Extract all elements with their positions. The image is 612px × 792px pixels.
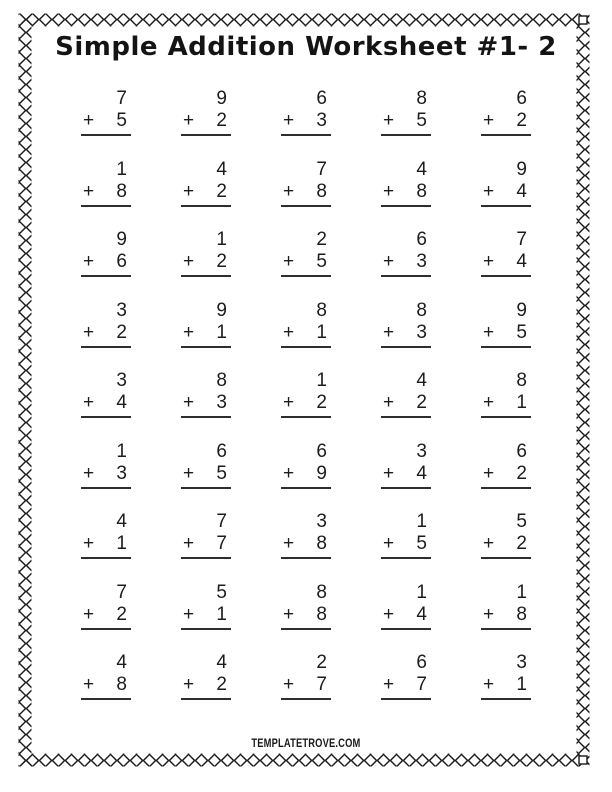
addition-problem bbox=[381, 88, 431, 159]
top-addend: 3 bbox=[116, 370, 127, 391]
plus-operator: + bbox=[383, 180, 395, 202]
bottom-addend: 2 bbox=[316, 392, 327, 413]
bottom-addend: 8 bbox=[116, 674, 127, 695]
problem-bottom-row bbox=[281, 392, 331, 418]
top-addend: 2 bbox=[316, 652, 327, 673]
plus-operator: + bbox=[283, 321, 295, 343]
bottom-addend: 4 bbox=[516, 251, 527, 272]
problem-bottom-row bbox=[381, 322, 431, 348]
top-addend: 8 bbox=[316, 581, 327, 603]
bottom-addend: 9 bbox=[316, 462, 327, 484]
addition-problem bbox=[381, 370, 431, 441]
top-addend: 1 bbox=[316, 370, 327, 391]
top-addend: 3 bbox=[416, 440, 427, 462]
addition-problem bbox=[381, 159, 431, 230]
bottom-addend: 4 bbox=[116, 392, 127, 413]
plus-operator: + bbox=[83, 180, 95, 202]
border-bottom-strip bbox=[19, 754, 589, 767]
top-addend: 9 bbox=[216, 299, 227, 321]
bottom-addend: 2 bbox=[516, 462, 527, 484]
border-corner-square-top-right bbox=[579, 16, 587, 24]
problem-bottom-row bbox=[81, 533, 131, 559]
addition-problem bbox=[481, 229, 531, 300]
plus-operator: + bbox=[483, 180, 495, 202]
problem-bottom-row bbox=[481, 251, 531, 277]
problem-bottom-row bbox=[81, 110, 131, 136]
problem-bottom-row bbox=[481, 392, 531, 418]
plus-operator: + bbox=[183, 462, 195, 484]
top-addend: 7 bbox=[316, 158, 327, 180]
plus-operator: + bbox=[483, 251, 495, 272]
plus-operator: + bbox=[483, 533, 495, 554]
bottom-addend: 1 bbox=[216, 603, 227, 625]
problem-bottom-row bbox=[481, 674, 531, 700]
addition-problem bbox=[281, 582, 331, 653]
bottom-addend: 2 bbox=[216, 251, 227, 272]
plus-operator: + bbox=[283, 392, 295, 413]
addition-problem bbox=[481, 582, 531, 653]
plus-operator: + bbox=[283, 251, 295, 272]
top-addend: 6 bbox=[316, 88, 327, 109]
page-title: Simple Addition Worksheet #1- 2 bbox=[55, 32, 557, 62]
bottom-addend: 5 bbox=[416, 533, 427, 554]
bottom-addend: 2 bbox=[416, 392, 427, 413]
addition-problem bbox=[81, 300, 131, 371]
problem-bottom-row bbox=[281, 251, 331, 277]
addition-problem bbox=[381, 652, 431, 723]
bottom-addend: 3 bbox=[316, 110, 327, 131]
bottom-addend: 7 bbox=[416, 674, 427, 695]
addition-problem bbox=[81, 652, 131, 723]
bottom-addend: 1 bbox=[516, 392, 527, 413]
plus-operator: + bbox=[83, 462, 95, 484]
plus-operator: + bbox=[283, 603, 295, 625]
bottom-addend: 2 bbox=[216, 110, 227, 131]
bottom-addend: 7 bbox=[316, 674, 327, 695]
bottom-addend: 1 bbox=[116, 533, 127, 554]
addition-problem bbox=[481, 300, 531, 371]
plus-operator: + bbox=[483, 321, 495, 343]
problem-bottom-row bbox=[181, 533, 231, 559]
problem-bottom-row bbox=[181, 604, 231, 630]
problem-bottom-row bbox=[281, 674, 331, 700]
bottom-addend: 5 bbox=[316, 251, 327, 272]
border-corner-square-bottom-right bbox=[579, 756, 587, 764]
top-addend: 8 bbox=[416, 88, 427, 109]
top-addend: 3 bbox=[116, 299, 127, 321]
problem-bottom-row bbox=[481, 604, 531, 630]
top-addend: 8 bbox=[316, 299, 327, 321]
top-addend: 4 bbox=[416, 370, 427, 391]
addition-problem bbox=[281, 652, 331, 723]
top-addend: 6 bbox=[416, 652, 427, 673]
top-addend: 6 bbox=[216, 440, 227, 462]
problem-bottom-row bbox=[481, 463, 531, 489]
top-addend: 9 bbox=[516, 158, 527, 180]
addition-problem bbox=[281, 370, 331, 441]
top-addend: 7 bbox=[516, 229, 527, 250]
addition-problem bbox=[481, 652, 531, 723]
problem-bottom-row bbox=[481, 322, 531, 348]
problem-bottom-row bbox=[181, 674, 231, 700]
plus-operator: + bbox=[283, 533, 295, 554]
plus-operator: + bbox=[383, 674, 395, 695]
top-addend: 1 bbox=[116, 440, 127, 462]
plus-operator: + bbox=[183, 110, 195, 131]
bottom-addend: 2 bbox=[216, 674, 227, 695]
bottom-addend: 3 bbox=[416, 251, 427, 272]
addition-problem bbox=[281, 159, 331, 230]
addition-problem bbox=[381, 511, 431, 582]
addition-problem bbox=[481, 159, 531, 230]
problem-bottom-row bbox=[481, 181, 531, 207]
addition-problem bbox=[81, 229, 131, 300]
problem-bottom-row bbox=[181, 392, 231, 418]
top-addend: 1 bbox=[116, 158, 127, 180]
top-addend: 4 bbox=[216, 158, 227, 180]
addition-problem bbox=[81, 511, 131, 582]
top-addend: 6 bbox=[316, 440, 327, 462]
bottom-addend: 1 bbox=[516, 674, 527, 695]
addition-problem bbox=[381, 441, 431, 512]
problem-bottom-row bbox=[381, 604, 431, 630]
problem-bottom-row bbox=[281, 533, 331, 559]
plus-operator: + bbox=[383, 110, 395, 131]
bottom-addend: 2 bbox=[116, 603, 127, 625]
bottom-addend: 5 bbox=[116, 110, 127, 131]
addition-problem bbox=[81, 441, 131, 512]
top-addend: 6 bbox=[516, 88, 527, 109]
bottom-addend: 5 bbox=[516, 321, 527, 343]
addition-problem bbox=[481, 511, 531, 582]
bottom-addend: 8 bbox=[416, 180, 427, 202]
plus-operator: + bbox=[383, 392, 395, 413]
bottom-addend: 6 bbox=[116, 251, 127, 272]
plus-operator: + bbox=[183, 674, 195, 695]
problem-bottom-row bbox=[181, 181, 231, 207]
problem-bottom-row bbox=[381, 533, 431, 559]
problem-bottom-row bbox=[81, 674, 131, 700]
plus-operator: + bbox=[383, 321, 395, 343]
bottom-addend: 4 bbox=[416, 603, 427, 625]
top-addend: 9 bbox=[116, 229, 127, 250]
problem-bottom-row bbox=[81, 181, 131, 207]
top-addend: 1 bbox=[516, 581, 527, 603]
problem-bottom-row bbox=[181, 110, 231, 136]
addition-problem bbox=[181, 511, 231, 582]
problem-bottom-row bbox=[481, 110, 531, 136]
plus-operator: + bbox=[83, 392, 95, 413]
addition-problem bbox=[181, 229, 231, 300]
addition-problem bbox=[281, 441, 331, 512]
bottom-addend: 5 bbox=[416, 110, 427, 131]
plus-operator: + bbox=[83, 251, 95, 272]
top-addend: 1 bbox=[216, 229, 227, 250]
problem-bottom-row bbox=[81, 463, 131, 489]
addition-problem bbox=[181, 300, 231, 371]
problem-bottom-row bbox=[281, 322, 331, 348]
problem-bottom-row bbox=[381, 251, 431, 277]
addition-problem bbox=[481, 370, 531, 441]
bottom-addend: 4 bbox=[516, 180, 527, 202]
plus-operator: + bbox=[183, 392, 195, 413]
plus-operator: + bbox=[83, 603, 95, 625]
bottom-addend: 3 bbox=[116, 462, 127, 484]
plus-operator: + bbox=[383, 533, 395, 554]
plus-operator: + bbox=[283, 110, 295, 131]
problem-bottom-row bbox=[181, 322, 231, 348]
bottom-addend: 8 bbox=[516, 603, 527, 625]
problem-bottom-row bbox=[381, 392, 431, 418]
problem-bottom-row bbox=[381, 181, 431, 207]
top-addend: 7 bbox=[116, 88, 127, 109]
problem-bottom-row bbox=[81, 251, 131, 277]
problems-grid bbox=[56, 88, 556, 723]
problem-bottom-row bbox=[481, 533, 531, 559]
problem-bottom-row bbox=[81, 322, 131, 348]
problem-bottom-row bbox=[181, 463, 231, 489]
addition-problem bbox=[481, 441, 531, 512]
plus-operator: + bbox=[83, 533, 95, 554]
border-right-strip bbox=[577, 14, 590, 767]
addition-problem bbox=[181, 88, 231, 159]
top-addend: 1 bbox=[416, 511, 427, 532]
bottom-addend: 2 bbox=[516, 110, 527, 131]
top-addend: 1 bbox=[416, 581, 427, 603]
plus-operator: + bbox=[183, 251, 195, 272]
addition-problem bbox=[181, 370, 231, 441]
addition-problem bbox=[181, 441, 231, 512]
problem-bottom-row bbox=[381, 463, 431, 489]
plus-operator: + bbox=[483, 462, 495, 484]
bottom-addend: 7 bbox=[216, 533, 227, 554]
top-addend: 4 bbox=[116, 511, 127, 532]
problem-bottom-row bbox=[281, 463, 331, 489]
problem-bottom-row bbox=[281, 604, 331, 630]
bottom-addend: 1 bbox=[316, 321, 327, 343]
bottom-addend: 4 bbox=[416, 462, 427, 484]
top-addend: 4 bbox=[116, 652, 127, 673]
plus-operator: + bbox=[483, 603, 495, 625]
problem-bottom-row bbox=[381, 110, 431, 136]
top-addend: 8 bbox=[416, 299, 427, 321]
addition-problem bbox=[81, 159, 131, 230]
bottom-addend: 8 bbox=[316, 533, 327, 554]
bottom-addend: 3 bbox=[416, 321, 427, 343]
addition-problem bbox=[281, 88, 331, 159]
addition-problem bbox=[281, 300, 331, 371]
footer bbox=[0, 734, 612, 752]
addition-problem bbox=[81, 582, 131, 653]
addition-problem bbox=[381, 229, 431, 300]
plus-operator: + bbox=[83, 321, 95, 343]
addition-problem bbox=[281, 511, 331, 582]
addition-problem bbox=[181, 582, 231, 653]
top-addend: 4 bbox=[416, 158, 427, 180]
plus-operator: + bbox=[483, 392, 495, 413]
problem-bottom-row bbox=[81, 392, 131, 418]
addition-problem bbox=[381, 300, 431, 371]
top-addend: 3 bbox=[316, 511, 327, 532]
addition-problem bbox=[181, 159, 231, 230]
top-addend: 6 bbox=[416, 229, 427, 250]
top-addend: 5 bbox=[216, 581, 227, 603]
bottom-addend: 8 bbox=[116, 180, 127, 202]
plus-operator: + bbox=[283, 462, 295, 484]
plus-operator: + bbox=[483, 110, 495, 131]
problem-bottom-row bbox=[381, 674, 431, 700]
addition-problem bbox=[381, 582, 431, 653]
plus-operator: + bbox=[183, 321, 195, 343]
plus-operator: + bbox=[83, 674, 95, 695]
bottom-addend: 5 bbox=[216, 462, 227, 484]
problem-bottom-row bbox=[281, 181, 331, 207]
footer-site-credit: TEMPLATETROVE.COM bbox=[251, 736, 361, 750]
addition-problem bbox=[181, 652, 231, 723]
bottom-addend: 3 bbox=[216, 392, 227, 413]
plus-operator: + bbox=[483, 674, 495, 695]
bottom-addend: 2 bbox=[516, 533, 527, 554]
plus-operator: + bbox=[283, 674, 295, 695]
border-left-strip bbox=[19, 14, 32, 767]
problem-bottom-row bbox=[181, 251, 231, 277]
addition-problem bbox=[81, 370, 131, 441]
bottom-addend: 8 bbox=[316, 180, 327, 202]
top-addend: 4 bbox=[216, 652, 227, 673]
problem-bottom-row bbox=[281, 110, 331, 136]
plus-operator: + bbox=[183, 180, 195, 202]
addition-problem bbox=[281, 229, 331, 300]
plus-operator: + bbox=[383, 603, 395, 625]
bottom-addend: 2 bbox=[116, 321, 127, 343]
plus-operator: + bbox=[283, 180, 295, 202]
top-addend: 5 bbox=[516, 511, 527, 532]
border-top-strip bbox=[19, 14, 589, 27]
top-addend: 9 bbox=[216, 88, 227, 109]
bottom-addend: 8 bbox=[316, 603, 327, 625]
plus-operator: + bbox=[383, 462, 395, 484]
addition-problem bbox=[481, 88, 531, 159]
top-addend: 7 bbox=[116, 581, 127, 603]
plus-operator: + bbox=[183, 603, 195, 625]
top-addend: 6 bbox=[516, 440, 527, 462]
top-addend: 9 bbox=[516, 299, 527, 321]
plus-operator: + bbox=[183, 533, 195, 554]
top-addend: 3 bbox=[516, 652, 527, 673]
addition-problem bbox=[81, 88, 131, 159]
top-addend: 2 bbox=[316, 229, 327, 250]
plus-operator: + bbox=[83, 110, 95, 131]
plus-operator: + bbox=[383, 251, 395, 272]
problem-bottom-row bbox=[81, 604, 131, 630]
bottom-addend: 1 bbox=[216, 321, 227, 343]
bottom-addend: 2 bbox=[216, 180, 227, 202]
top-addend: 8 bbox=[216, 370, 227, 391]
top-addend: 7 bbox=[216, 511, 227, 532]
top-addend: 8 bbox=[516, 370, 527, 391]
